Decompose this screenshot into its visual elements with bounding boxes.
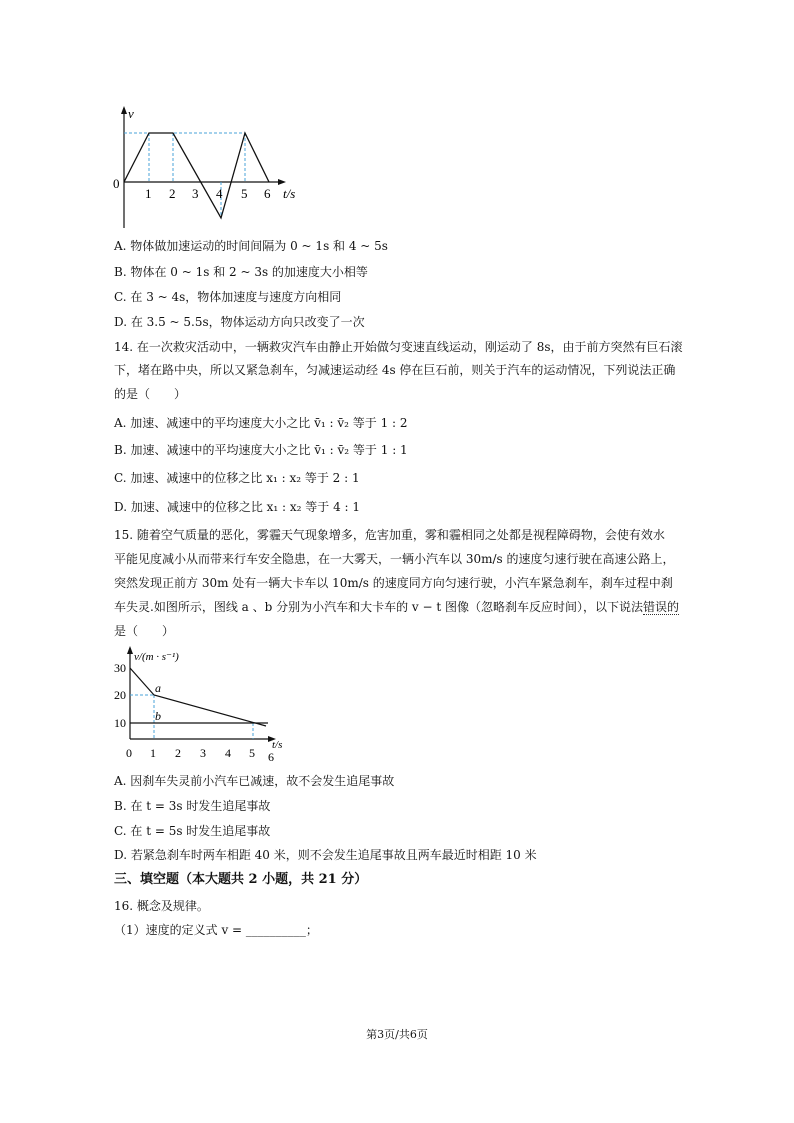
axis-x-label: t/s bbox=[283, 186, 296, 201]
velocity-time-graph-2 bbox=[112, 644, 287, 768]
q14-stem-line-2: 下，堵在路中央，所以又紧急刹车，匀减速运动经 4s 停在巨石前，则关于汽车的运动情况，下列说法正确 bbox=[114, 363, 676, 377]
x-tick-1: 1 bbox=[150, 746, 156, 760]
axis-y-label: v bbox=[128, 106, 134, 121]
q14-stem-line-3: 的是（ ） bbox=[114, 387, 187, 401]
velocity-time-graph-1 bbox=[112, 104, 312, 230]
x-tick-5: 5 bbox=[249, 746, 255, 760]
q15-stem-line-5: 是（ ） bbox=[114, 624, 175, 638]
origin-label: 0 bbox=[113, 176, 120, 191]
q16-stem: 16. 概念及规律。 bbox=[114, 899, 209, 913]
q15-option-b: B. 在 t = 3s 时发生追尾事故 bbox=[114, 799, 271, 813]
q15-stem-line-1: 15. 随着空气质量的恶化，雾霾天气现象增多，危害加重，雾和霾相同之处都是视程障碍物，会使有效水 bbox=[114, 528, 665, 542]
q13-option-c: C. 在 3 ~ 4s，物体加速度与速度方向相同 bbox=[114, 290, 342, 304]
q14-option-b: B. 加速、减速中的平均速度大小之比 v̄₁ : v̄₂ 等于 1 : 1 bbox=[114, 443, 408, 457]
q15-stem-line-4 bbox=[114, 599, 679, 615]
axis-y-label-2: v/(m · s⁻¹) bbox=[134, 651, 179, 663]
q13-option-b: B. 物体在 0 ~ 1s 和 2 ~ 3s 的加速度大小相等 bbox=[114, 265, 368, 279]
line-b-label: b bbox=[155, 709, 161, 723]
origin-label-2: 0 bbox=[126, 746, 132, 760]
tick-2: 2 bbox=[169, 186, 176, 201]
y-tick-20: 20 bbox=[114, 688, 126, 702]
y-tick-10: 10 bbox=[114, 716, 126, 730]
q15-stem-line-4-text: 车失灵.如图所示，图线 a 、b 分别为小汽车和大卡车的 v − t 图像（忽略刹车反应时间），以下说法 bbox=[114, 600, 644, 614]
line-a-label: a bbox=[155, 681, 161, 695]
q14-stem-line-1: 14. 在一次救灾活动中，一辆救灾汽车由静止开始做匀变速直线运动，刚运动了 8s，由于前方突然有巨石滚 bbox=[114, 340, 683, 354]
q15-option-d: D. 若紧急刹车时两车相距 40 米，则不会发生追尾事故且两车最近时相距 10 米 bbox=[114, 848, 537, 862]
q15-option-a: A. 因刹车失灵前小汽车已减速，故不会发生追尾事故 bbox=[114, 774, 395, 788]
x-tick-3: 3 bbox=[200, 746, 206, 760]
section-3-title: 三、填空题（本大题共 2 小题，共 21 分） bbox=[114, 872, 368, 887]
q13-option-a: A. 物体做加速运动的时间间隔为 0 ~ 1s 和 4 ~ 5s bbox=[114, 239, 388, 253]
page-footer: 第3页/共6页 bbox=[366, 1028, 428, 1041]
q15-emphasis: 错误的 bbox=[643, 600, 680, 614]
q14-option-d: D. 加速、减速中的位移之比 x₁ : x₂ 等于 4 : 1 bbox=[114, 500, 361, 514]
q13-option-d: D. 在 3.5 ~ 5.5s，物体运动方向只改变了一次 bbox=[114, 315, 365, 329]
tick-5: 5 bbox=[241, 186, 248, 201]
x-tick-2: 2 bbox=[175, 746, 181, 760]
y-tick-30: 30 bbox=[114, 661, 126, 675]
x-tick-4: 4 bbox=[225, 746, 231, 760]
q14-option-c: C. 加速、减速中的位移之比 x₁ : x₂ 等于 2 : 1 bbox=[114, 471, 360, 485]
tick-6: 6 bbox=[264, 186, 271, 201]
tick-4: 4 bbox=[216, 186, 223, 201]
tick-1: 1 bbox=[145, 186, 152, 201]
q15-option-c: C. 在 t = 5s 时发生追尾事故 bbox=[114, 824, 271, 838]
axis-x-label-2: t/s bbox=[272, 739, 283, 751]
q15-stem-line-2: 平能见度减小从而带来行车安全隐患，在一大雾天，一辆小汽车以 30m/s 的速度匀速行驶在高速公路上， bbox=[114, 552, 675, 566]
q15-stem-line-3: 突然发现正前方 30m 处有一辆大卡车以 10m/s 的速度同方向匀速行驶，小汽车紧急刹车，刹车过程中刹 bbox=[114, 576, 673, 590]
q16-sub1: （1）速度的定义式 v = __________； bbox=[114, 923, 318, 937]
q14-option-a: A. 加速、减速中的平均速度大小之比 v̄₁ : v̄₂ 等于 1 : 2 bbox=[114, 416, 408, 430]
tick-3: 3 bbox=[192, 186, 199, 201]
x-tick-6: 6 bbox=[268, 750, 274, 764]
